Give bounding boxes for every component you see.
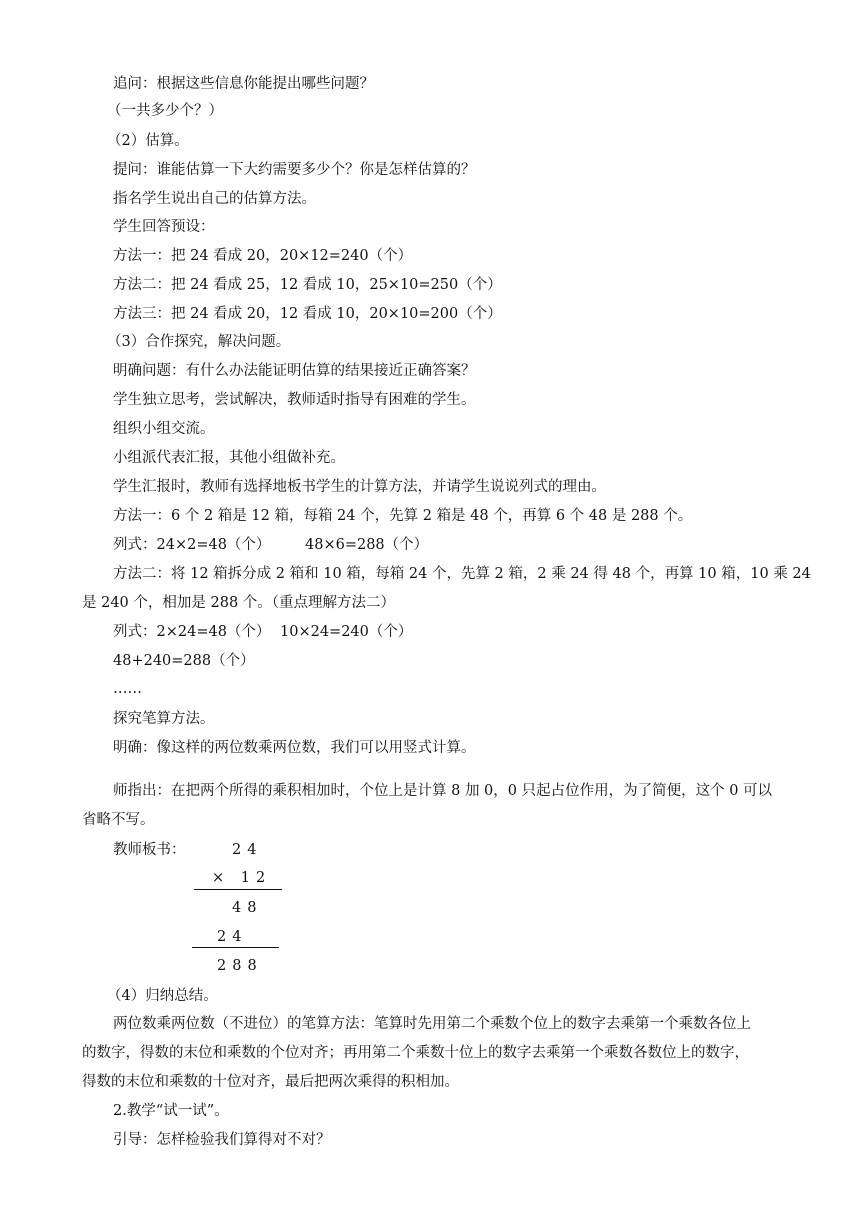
text-line: 明确问题：有什么办法能证明估算的结果接近正确答案？: [113, 363, 476, 379]
formula-line: 48+240=288（个）: [113, 653, 255, 669]
text-line: （一共多少个？）: [107, 103, 223, 119]
text-line: 引导：怎样检验我们算得对不对？: [113, 1132, 331, 1148]
board-label: 教师板书：: [113, 842, 186, 858]
partial-product-2: 24: [217, 929, 248, 945]
text-line: 得数的末位和乘数的十位对齐，最后把两次乘得的积相加。: [82, 1074, 459, 1090]
text-line: 学生汇报时，教师有选择地板书学生的计算方法，并请学生说说列式的理由。: [113, 479, 606, 495]
text-line: 小组派代表汇报，其他小组做补充。: [113, 450, 345, 466]
text-line: 两位数乘两位数（不进位）的笔算方法：笔算时先用第二个乘数个位上的数字去乘第一个乘数各位上: [113, 1016, 751, 1032]
text-line: 方法三：把 24 看成 20，12 看成 10，20×10=200（个）: [113, 306, 502, 322]
text-line: 学生独立思考，尝试解决，教师适时指导有困难的学生。: [113, 392, 476, 408]
section-heading: （3）合作探究，解决问题。: [107, 334, 291, 350]
text-line: 方法一：把 24 看成 20，20×12=240（个）: [113, 248, 413, 264]
text-line: 组织小组交流。: [113, 421, 215, 437]
calc-rule: [192, 947, 279, 948]
section-heading: （2）估算。: [107, 133, 189, 149]
multiplicand: 24: [232, 842, 263, 858]
formula-line: 列式：2×24=48（个）: [113, 624, 271, 640]
formula-line: 48×6=288（个）: [305, 537, 429, 553]
formula-line: 列式：24×2=48（个）: [113, 537, 271, 553]
text-line: 追问：根据这些信息你能提出哪些问题？: [113, 76, 374, 92]
calc-rule: [194, 889, 282, 890]
section-heading: 2.教学“试一试”。: [113, 1103, 229, 1119]
section-heading: （4）归纳总结。: [107, 988, 218, 1004]
ellipsis: ……: [113, 681, 142, 697]
text-line: 学生回答预设：: [113, 219, 215, 235]
text-line: 探究笔算方法。: [113, 711, 215, 727]
text-line: 的数字，得数的末位和乘数的个位对齐；再用第二个乘数十位上的数字去乘第一个乘数各数位上的数字，: [82, 1045, 749, 1061]
product-result: 288: [217, 958, 263, 974]
text-line: 省略不写。: [82, 812, 155, 828]
text-line: 明确：像这样的两位数乘两位数，我们可以用竖式计算。: [113, 740, 476, 756]
text-line: 指名学生说出自己的估算方法。: [113, 191, 316, 207]
text-line: 方法一：6 个 2 箱是 12 箱，每箱 24 个，先算 2 箱是 48 个，再算 6 个 48 是 288 个。: [113, 508, 693, 524]
text-line: 提问：谁能估算一下大约需要多少个？你是怎样估算的？: [113, 162, 476, 178]
text-line: 是 240 个，相加是 288 个。（重点理解方法二）: [82, 595, 396, 611]
text-line: 方法二：把 24 看成 25，12 看成 10，25×10=250（个）: [113, 277, 502, 293]
partial-product-1: 48: [232, 900, 263, 916]
text-line: 师指出：在把两个所得的乘积相加时，个位上是计算 8 加 0，0 只起占位作用，为了简便，这个 0 可以: [113, 783, 773, 799]
formula-line: 10×24=240（个）: [280, 624, 413, 640]
multiplier-row: × 12: [212, 870, 272, 886]
text-line: 方法二：将 12 箱拆分成 2 箱和 10 箱，每箱 24 个，先算 2 箱，2 乘 24 得 48 个，再算 10 箱，10 乘 24: [113, 566, 811, 582]
